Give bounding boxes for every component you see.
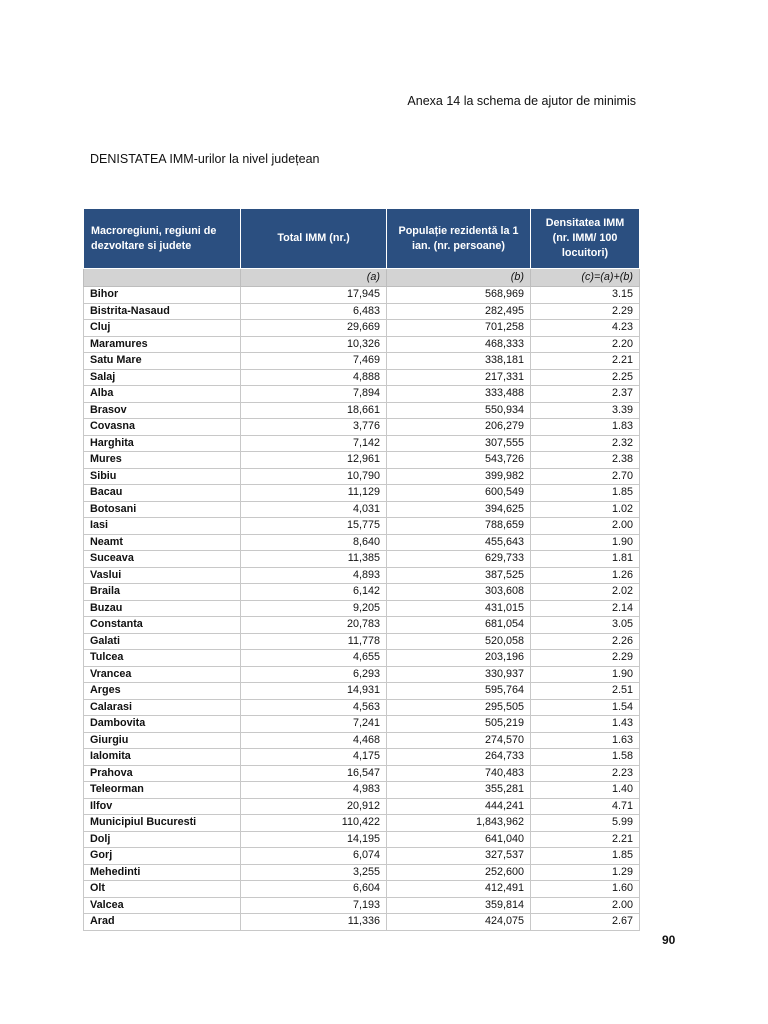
county-name-cell: Dolj: [84, 831, 241, 848]
county-name-cell: Galati: [84, 633, 241, 650]
total-imm-cell: 4,893: [241, 567, 387, 584]
table-row: [84, 716, 640, 733]
population-cell: 359,814: [387, 897, 531, 914]
county-name-cell: Covasna: [84, 419, 241, 436]
population-cell: 424,075: [387, 914, 531, 931]
county-name-cell: Botosani: [84, 501, 241, 518]
population-cell: 629,733: [387, 551, 531, 568]
table-row: [84, 798, 640, 815]
density-cell: 1.63: [531, 732, 640, 749]
total-imm-cell: 7,894: [241, 386, 387, 403]
density-cell: 2.67: [531, 914, 640, 931]
total-imm-cell: 110,422: [241, 815, 387, 832]
population-cell: 394,625: [387, 501, 531, 518]
table-row: [84, 815, 640, 832]
county-name-cell: Dambovita: [84, 716, 241, 733]
total-imm-cell: 7,142: [241, 435, 387, 452]
table-row: [84, 320, 640, 337]
density-cell: 2.51: [531, 683, 640, 700]
table-body: [84, 269, 640, 931]
density-cell: 1.60: [531, 881, 640, 898]
county-name-cell: Braila: [84, 584, 241, 601]
annex-caption: Anexa 14 la schema de ajutor de minimis: [407, 94, 636, 108]
table-row: [84, 584, 640, 601]
total-imm-cell: 4,563: [241, 699, 387, 716]
population-cell: 600,549: [387, 485, 531, 502]
density-cell: 1.83: [531, 419, 640, 436]
table-row: [84, 633, 640, 650]
population-cell: 264,733: [387, 749, 531, 766]
table-row: [84, 386, 640, 403]
county-name-cell: Mehedinti: [84, 864, 241, 881]
table-row: [84, 452, 640, 469]
density-cell: 2.32: [531, 435, 640, 452]
county-name-cell: Iasi: [84, 518, 241, 535]
table-row: [84, 749, 640, 766]
density-cell: 1.90: [531, 534, 640, 551]
total-imm-cell: 12,961: [241, 452, 387, 469]
density-cell: 3.15: [531, 287, 640, 304]
county-name-cell: Neamt: [84, 534, 241, 551]
total-imm-cell: 15,775: [241, 518, 387, 535]
total-imm-cell: 4,468: [241, 732, 387, 749]
density-cell: 1.85: [531, 485, 640, 502]
table-row: [84, 336, 640, 353]
total-imm-cell: 7,241: [241, 716, 387, 733]
county-name-cell: Olt: [84, 881, 241, 898]
total-imm-cell: 6,293: [241, 666, 387, 683]
population-cell: 550,934: [387, 402, 531, 419]
population-cell: 468,333: [387, 336, 531, 353]
density-cell: 2.26: [531, 633, 640, 650]
density-cell: 4.23: [531, 320, 640, 337]
population-cell: 520,058: [387, 633, 531, 650]
density-cell: 2.29: [531, 303, 640, 320]
density-cell: 1.81: [531, 551, 640, 568]
density-cell: 3.39: [531, 402, 640, 419]
population-cell: 595,764: [387, 683, 531, 700]
table-row: [84, 369, 640, 386]
density-cell: 5.99: [531, 815, 640, 832]
county-name-cell: Arad: [84, 914, 241, 931]
county-name-cell: Giurgiu: [84, 732, 241, 749]
population-cell: 444,241: [387, 798, 531, 815]
total-imm-cell: 4,888: [241, 369, 387, 386]
table-row: [84, 534, 640, 551]
population-cell: 543,726: [387, 452, 531, 469]
population-cell: 206,279: [387, 419, 531, 436]
population-cell: 330,937: [387, 666, 531, 683]
county-name-cell: Mures: [84, 452, 241, 469]
population-cell: 217,331: [387, 369, 531, 386]
total-imm-cell: 11,385: [241, 551, 387, 568]
population-cell: 338,181: [387, 353, 531, 370]
density-cell: 2.21: [531, 353, 640, 370]
population-cell: 399,982: [387, 468, 531, 485]
density-cell: 2.14: [531, 600, 640, 617]
density-cell: 2.21: [531, 831, 640, 848]
population-cell: 740,483: [387, 765, 531, 782]
density-cell: 1.43: [531, 716, 640, 733]
population-cell: 282,495: [387, 303, 531, 320]
population-cell: 333,488: [387, 386, 531, 403]
county-name-cell: Tulcea: [84, 650, 241, 667]
county-name-cell: Suceava: [84, 551, 241, 568]
table-row: [84, 303, 640, 320]
total-imm-cell: 10,326: [241, 336, 387, 353]
county-name-cell: Brasov: [84, 402, 241, 419]
population-cell: 307,555: [387, 435, 531, 452]
total-imm-cell: 11,336: [241, 914, 387, 931]
county-name-cell: Arges: [84, 683, 241, 700]
density-cell: 2.29: [531, 650, 640, 667]
table-row: [84, 848, 640, 865]
total-imm-cell: 6,483: [241, 303, 387, 320]
population-cell: 355,281: [387, 782, 531, 799]
county-name-cell: Valcea: [84, 897, 241, 914]
total-imm-cell: 18,661: [241, 402, 387, 419]
county-name-cell: Vaslui: [84, 567, 241, 584]
table-row: [84, 567, 640, 584]
formula-cell: (b): [387, 269, 531, 287]
county-name-cell: Harghita: [84, 435, 241, 452]
county-name-cell: Bihor: [84, 287, 241, 304]
population-cell: 431,015: [387, 600, 531, 617]
table-row: [84, 435, 640, 452]
total-imm-cell: 8,640: [241, 534, 387, 551]
total-imm-cell: 17,945: [241, 287, 387, 304]
population-cell: 303,608: [387, 584, 531, 601]
density-cell: 3.05: [531, 617, 640, 634]
total-imm-cell: 9,205: [241, 600, 387, 617]
county-name-cell: Vrancea: [84, 666, 241, 683]
table-row: [84, 485, 640, 502]
county-name-cell: Satu Mare: [84, 353, 241, 370]
total-imm-cell: 11,129: [241, 485, 387, 502]
county-name-cell: Ilfov: [84, 798, 241, 815]
column-header-region: Macroregiuni, regiuni de dezvoltare si judete: [84, 209, 241, 269]
density-cell: 1.02: [531, 501, 640, 518]
table-row: [84, 864, 640, 881]
total-imm-cell: 10,790: [241, 468, 387, 485]
total-imm-cell: 4,655: [241, 650, 387, 667]
county-name-cell: Bistrita-Nasaud: [84, 303, 241, 320]
column-header-total-imm: Total IMM (nr.): [241, 209, 387, 269]
population-cell: 701,258: [387, 320, 531, 337]
population-cell: 327,537: [387, 848, 531, 865]
population-cell: 568,969: [387, 287, 531, 304]
density-cell: 2.02: [531, 584, 640, 601]
county-name-cell: Ialomita: [84, 749, 241, 766]
table-row: [84, 518, 640, 535]
population-cell: 252,600: [387, 864, 531, 881]
density-table: [83, 208, 640, 931]
formula-cell: (c)=(a)+(b): [531, 269, 640, 287]
population-cell: 387,525: [387, 567, 531, 584]
population-cell: 788,659: [387, 518, 531, 535]
page-title: DENISTATEA IMM-urilor la nivel județean: [90, 152, 320, 166]
table-row: [84, 666, 640, 683]
table-row: [84, 353, 640, 370]
county-name-cell: Sibiu: [84, 468, 241, 485]
table-row: [84, 699, 640, 716]
formula-cell: (a): [241, 269, 387, 287]
density-cell: 1.90: [531, 666, 640, 683]
total-imm-cell: 6,074: [241, 848, 387, 865]
total-imm-cell: 7,193: [241, 897, 387, 914]
county-name-cell: Maramures: [84, 336, 241, 353]
total-imm-cell: 16,547: [241, 765, 387, 782]
total-imm-cell: 6,604: [241, 881, 387, 898]
formula-cell: [84, 269, 241, 287]
total-imm-cell: 3,776: [241, 419, 387, 436]
density-cell: 2.37: [531, 386, 640, 403]
county-name-cell: Gorj: [84, 848, 241, 865]
density-cell: 1.29: [531, 864, 640, 881]
county-name-cell: Alba: [84, 386, 241, 403]
total-imm-cell: 11,778: [241, 633, 387, 650]
population-cell: 681,054: [387, 617, 531, 634]
density-cell: 2.38: [531, 452, 640, 469]
total-imm-cell: 20,783: [241, 617, 387, 634]
table-row: [84, 551, 640, 568]
table-row: [84, 600, 640, 617]
table-row: [84, 287, 640, 304]
population-cell: 412,491: [387, 881, 531, 898]
density-cell: 1.40: [531, 782, 640, 799]
table-row: [84, 419, 640, 436]
page-number: 90: [662, 933, 676, 947]
county-name-cell: Teleorman: [84, 782, 241, 799]
total-imm-cell: 4,031: [241, 501, 387, 518]
county-name-cell: Salaj: [84, 369, 241, 386]
county-name-cell: Bacau: [84, 485, 241, 502]
density-cell: 2.23: [531, 765, 640, 782]
density-cell: 1.26: [531, 567, 640, 584]
county-name-cell: Cluj: [84, 320, 241, 337]
table-row: [84, 650, 640, 667]
formula-row: [84, 269, 640, 287]
population-cell: 505,219: [387, 716, 531, 733]
table-row: [84, 897, 640, 914]
population-cell: 203,196: [387, 650, 531, 667]
total-imm-cell: 14,195: [241, 831, 387, 848]
table-row: [84, 831, 640, 848]
total-imm-cell: 6,142: [241, 584, 387, 601]
table-header: [84, 209, 640, 269]
table-row: [84, 683, 640, 700]
county-name-cell: Prahova: [84, 765, 241, 782]
total-imm-cell: 4,175: [241, 749, 387, 766]
density-cell: 2.25: [531, 369, 640, 386]
density-cell: 2.00: [531, 518, 640, 535]
column-header-density: Densitatea IMM (nr. IMM/ 100 locuitori): [531, 209, 640, 269]
density-cell: 2.20: [531, 336, 640, 353]
table-row: [84, 765, 640, 782]
table-row: [84, 501, 640, 518]
population-cell: 455,643: [387, 534, 531, 551]
density-cell: 2.00: [531, 897, 640, 914]
density-cell: 1.85: [531, 848, 640, 865]
table-row: [84, 468, 640, 485]
column-header-population: Populație rezidentă la 1 ian. (nr. persoane): [387, 209, 531, 269]
county-name-cell: Buzau: [84, 600, 241, 617]
total-imm-cell: 14,931: [241, 683, 387, 700]
total-imm-cell: 3,255: [241, 864, 387, 881]
county-name-cell: Municipiul Bucuresti: [84, 815, 241, 832]
density-cell: 2.70: [531, 468, 640, 485]
population-cell: 641,040: [387, 831, 531, 848]
county-name-cell: Calarasi: [84, 699, 241, 716]
county-name-cell: Constanta: [84, 617, 241, 634]
total-imm-cell: 20,912: [241, 798, 387, 815]
total-imm-cell: 4,983: [241, 782, 387, 799]
table-row: [84, 914, 640, 931]
table-row: [84, 881, 640, 898]
table-row: [84, 617, 640, 634]
population-cell: 1,843,962: [387, 815, 531, 832]
table-row: [84, 782, 640, 799]
density-cell: 4.71: [531, 798, 640, 815]
density-cell: 1.54: [531, 699, 640, 716]
population-cell: 274,570: [387, 732, 531, 749]
total-imm-cell: 29,669: [241, 320, 387, 337]
table-row: [84, 402, 640, 419]
total-imm-cell: 7,469: [241, 353, 387, 370]
table-row: [84, 732, 640, 749]
population-cell: 295,505: [387, 699, 531, 716]
density-cell: 1.58: [531, 749, 640, 766]
